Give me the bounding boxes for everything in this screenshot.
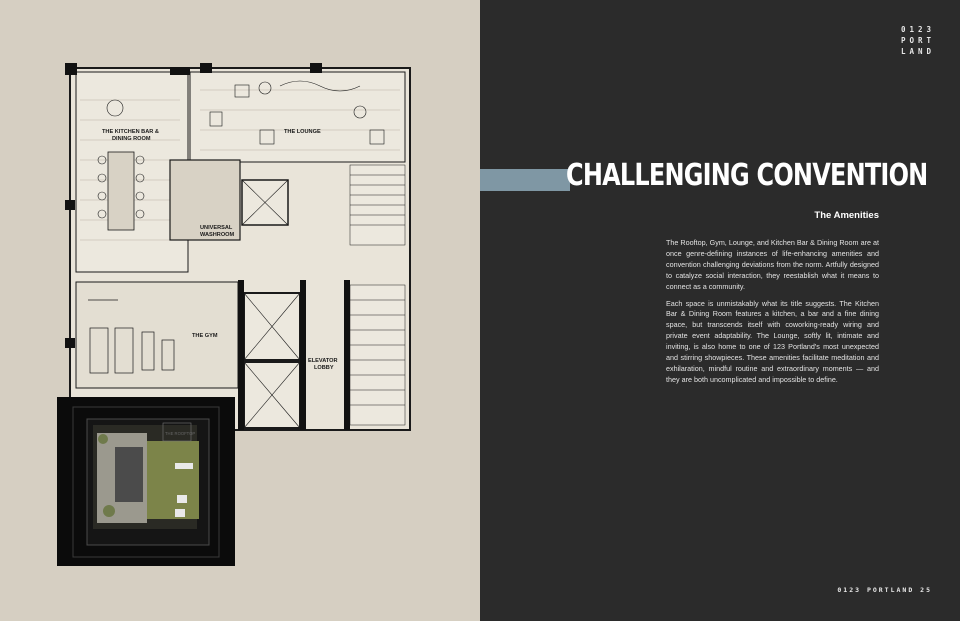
body-paragraph-2: Each space is unmistakably what its title suggests. The Kitchen Bar & Dining Room features a kitchen, a bar and a fine dining space, but transcends itself with coworking-ready wiring and private event adaptability. The Lounge, softly lit, intimate and inviting, is also home to one of 123 Portland's most unexpected and stirring showpieces. These amenities facilitate meditation and exhilaration, mindful routine and extraordinary moments — and they are both uncomplicated and impossible to define. — [666, 298, 879, 384]
label-rooftop: THE ROOFTOP — [165, 431, 196, 436]
accent-band — [480, 169, 570, 191]
section-subtitle: The Amenities — [814, 210, 879, 221]
floor-plan — [60, 60, 414, 432]
logo-line-3: LAND — [900, 47, 935, 56]
brand-logo — [901, 24, 935, 57]
logo-line-2: PORT — [900, 36, 935, 45]
body-paragraph-1: The Rooftop, Gym, Lounge, and Kitchen Bar & Dining Room are at once genre-defining instances of life-enhancing amenities and convention challenging deviations from the norm. Artfully designed to catalyze social interaction, they reestablish what it means to connect as a community. — [666, 238, 879, 291]
logo-line-1: 0123 — [900, 25, 935, 34]
label-kitchen-2: DINING ROOM — [112, 136, 151, 142]
rooftop-site-plan — [57, 397, 235, 566]
body-text — [666, 238, 879, 392]
label-gym: THE GYM — [192, 333, 218, 339]
label-washroom-2: WASHROOM — [200, 232, 235, 238]
page-footer: 0123 PORTLAND 25 — [837, 586, 932, 594]
page-title: CHALLENGING CONVENTION — [566, 158, 928, 193]
label-elevator-2: LOBBY — [314, 365, 334, 371]
label-elevator-1: ELEVATOR — [308, 358, 338, 364]
label-lounge: THE LOUNGE — [284, 129, 321, 135]
label-kitchen-1: THE KITCHEN BAR & — [102, 129, 159, 135]
label-washroom-1: UNIVERSAL — [200, 225, 233, 231]
